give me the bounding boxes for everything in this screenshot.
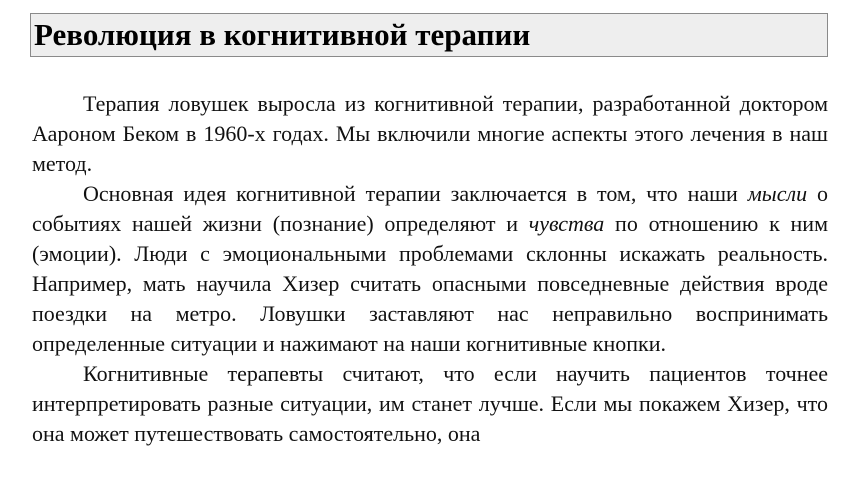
paragraph-2-text-1: Основная идея когнитивной терапии заключается в том, что наши (83, 181, 748, 206)
paragraph-2-text-2: о событиях нашей жизни (познание) определяют и (32, 181, 828, 236)
section-heading-box (30, 13, 828, 57)
emphasis-thoughts: мысли (747, 181, 808, 206)
emphasis-feelings: чувства (528, 211, 605, 236)
section-heading: Революция в когнитивной терапии (34, 17, 531, 52)
paragraph-3: Когнитивные терапевты считают, что если научить пациентов точнее интерпретировать разные ситуации, им станет лучше. Если мы покажем Хизер, что она может путешествовать самостоятельно, она (32, 361, 828, 446)
paragraph-2-text-3: по отношению к ним (эмоции). Люди с эмоциональными проблемами склонны искажать реальность. Например, мать научила Хизер считать опасными повседневные действия вроде поездки на метро. Ловушки заставляют нас неправильно воспринимать определенные ситуации и нажимают на наши когнитивные кнопки. (32, 211, 828, 356)
document-body (32, 89, 828, 449)
paragraph-1: Терапия ловушек выросла из когнитивной терапии, разработанной доктором Аароном Беком в 1960-х годах. Мы включили многие аспекты этого лечения в наш метод. (32, 91, 828, 176)
paragraph-2 (32, 179, 828, 359)
